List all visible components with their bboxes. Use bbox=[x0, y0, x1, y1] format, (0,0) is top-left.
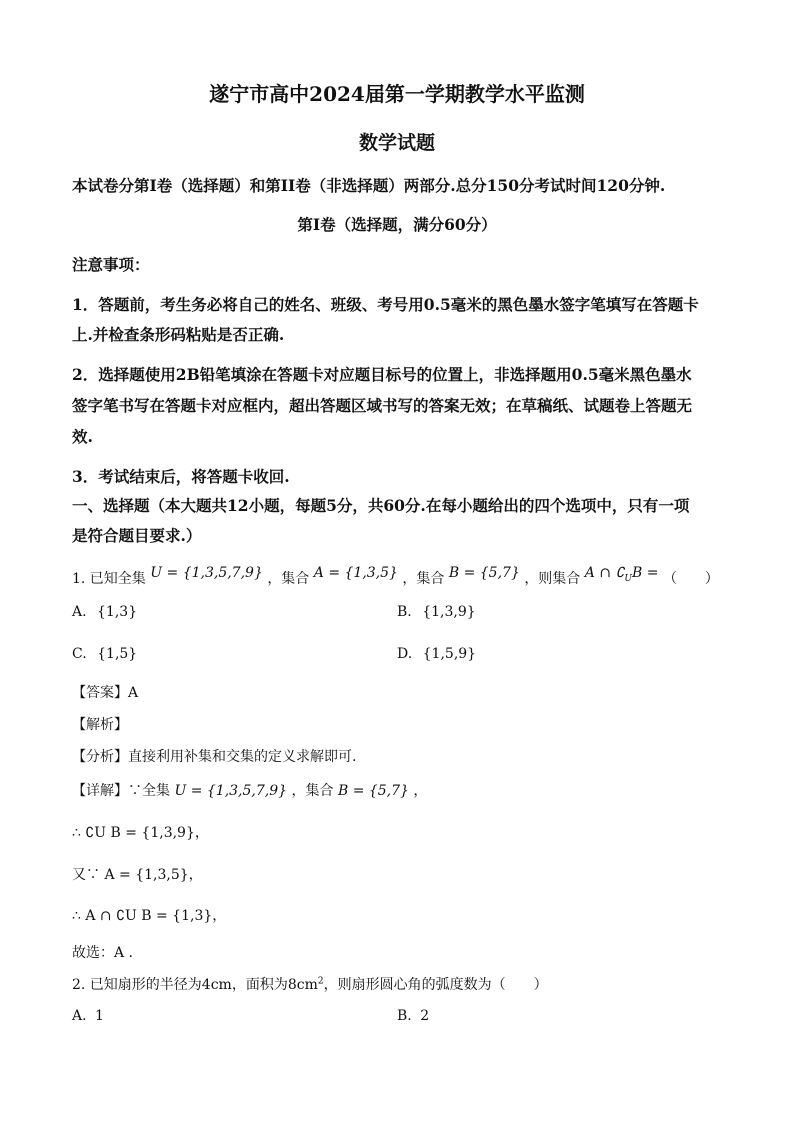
part1-title: 第I卷（选择题，满分60分） bbox=[297, 215, 497, 234]
exam-title: 遂宁市高中2024届第一学期教学水平监测 bbox=[209, 82, 585, 106]
option-value: {1,5,9} bbox=[422, 646, 477, 662]
option-label: A. bbox=[72, 604, 87, 620]
q1-step-3: ∴ A ∩ ∁U B = {1,3}， bbox=[72, 908, 227, 924]
option-value: {1,5} bbox=[97, 646, 138, 662]
q1-detail: 【详解】∵全集 U = {1,3,5,7,9} ，集合 B = {5,7} ， bbox=[72, 783, 428, 799]
notice-heading: 注意事项： bbox=[72, 255, 150, 274]
q1-set-u: U = {1,3,5,7,9} bbox=[150, 565, 263, 581]
question-2-stem: 2. 已知扇形的半径为4cm，面积为$8cm^2$，则扇形圆心角的弧度数为（ ） bbox=[72, 976, 548, 993]
q1-fenxi: 【分析】直接利用补集和交集的定义求解即可. bbox=[72, 749, 357, 765]
q1-detail-set-b: B = {5,7} bbox=[337, 783, 409, 799]
q2-option-a[interactable] bbox=[72, 1008, 104, 1024]
q1-option-c[interactable] bbox=[72, 646, 137, 662]
option-label: C. bbox=[72, 646, 87, 662]
option-label: D. bbox=[397, 646, 413, 662]
notice-item-2-line-2: 签字笔书写在答题卡对应框内，超出答题区域书写的答案无效；在草稿纸、试题卷上答题无 bbox=[72, 396, 693, 415]
subject-title: 数学试题 bbox=[358, 132, 435, 154]
option-value: 2 bbox=[420, 1008, 430, 1024]
q1-step-1: ∴ ∁U B = {1,3,9}， bbox=[72, 825, 209, 841]
notice-item-2-line-1: 2．选择题使用2B铅笔填涂在答题卡对应题目标号的位置上，非选择题用0.5毫米黑色墨水 bbox=[72, 365, 692, 384]
option-label: B. bbox=[397, 1008, 412, 1024]
notice-item-1-line-1: 1．答题前，考生务必将自己的姓名、班级、考号用0.5毫米的黑色墨水签字笔填写在答题卡 bbox=[72, 295, 699, 314]
notice-item-3: 3．考试结束后，将答题卡收回. bbox=[72, 467, 290, 486]
q1-stem-text: 1. 已知全集 bbox=[72, 571, 146, 587]
q1-option-b[interactable] bbox=[397, 604, 476, 620]
q1-answer: 【答案】A bbox=[72, 685, 139, 701]
q1-step-2: 又∵ A = {1,3,5}， bbox=[72, 867, 203, 883]
notice-item-2-line-3: 效. bbox=[72, 427, 93, 446]
q1-option-a[interactable] bbox=[72, 604, 137, 620]
q1-stem-text-2: ，集合 bbox=[267, 571, 310, 587]
option-value: {1,3} bbox=[97, 604, 138, 620]
notice-item-1-line-2: 上.并检查条形码粘贴是否正确. bbox=[72, 325, 285, 344]
question-1-stem bbox=[72, 565, 719, 590]
q1-set-a: A = {1,3,5} bbox=[313, 565, 398, 581]
q1-answer-paren: （ ） bbox=[662, 571, 719, 587]
option-label: A. bbox=[72, 1008, 87, 1024]
option-label: B. bbox=[397, 604, 412, 620]
exam-intro: 本试卷分第I卷（选择题）和第II卷（非选择题）两部分.总分150分考试时间120分钟. bbox=[72, 176, 666, 195]
q1-option-d[interactable] bbox=[397, 646, 476, 662]
section1-heading-line-2: 是符合题目要求.） bbox=[72, 526, 202, 545]
q1-expression: A ∩ $∁_UB$ = bbox=[584, 565, 659, 584]
q1-analysis-tag: 【解析】 bbox=[72, 717, 128, 733]
q1-set-b: B = {5,7} bbox=[448, 565, 520, 581]
q1-stem-text-3: ，集合 bbox=[402, 571, 445, 587]
q1-choose: 故选：A . bbox=[72, 945, 134, 961]
section1-heading-line-1: 一、选择题（本大题共12小题，每题5分，共60分.在每小题给出的四个选项中，只有一项 bbox=[72, 496, 690, 515]
option-value: {1,3,9} bbox=[422, 604, 476, 620]
option-value: 1 bbox=[95, 1008, 104, 1024]
q1-stem-text-4: ，则集合 bbox=[524, 571, 581, 587]
q1-detail-set-u: U = {1,3,5,7,9} bbox=[174, 783, 288, 799]
q2-option-b[interactable] bbox=[397, 1008, 429, 1024]
